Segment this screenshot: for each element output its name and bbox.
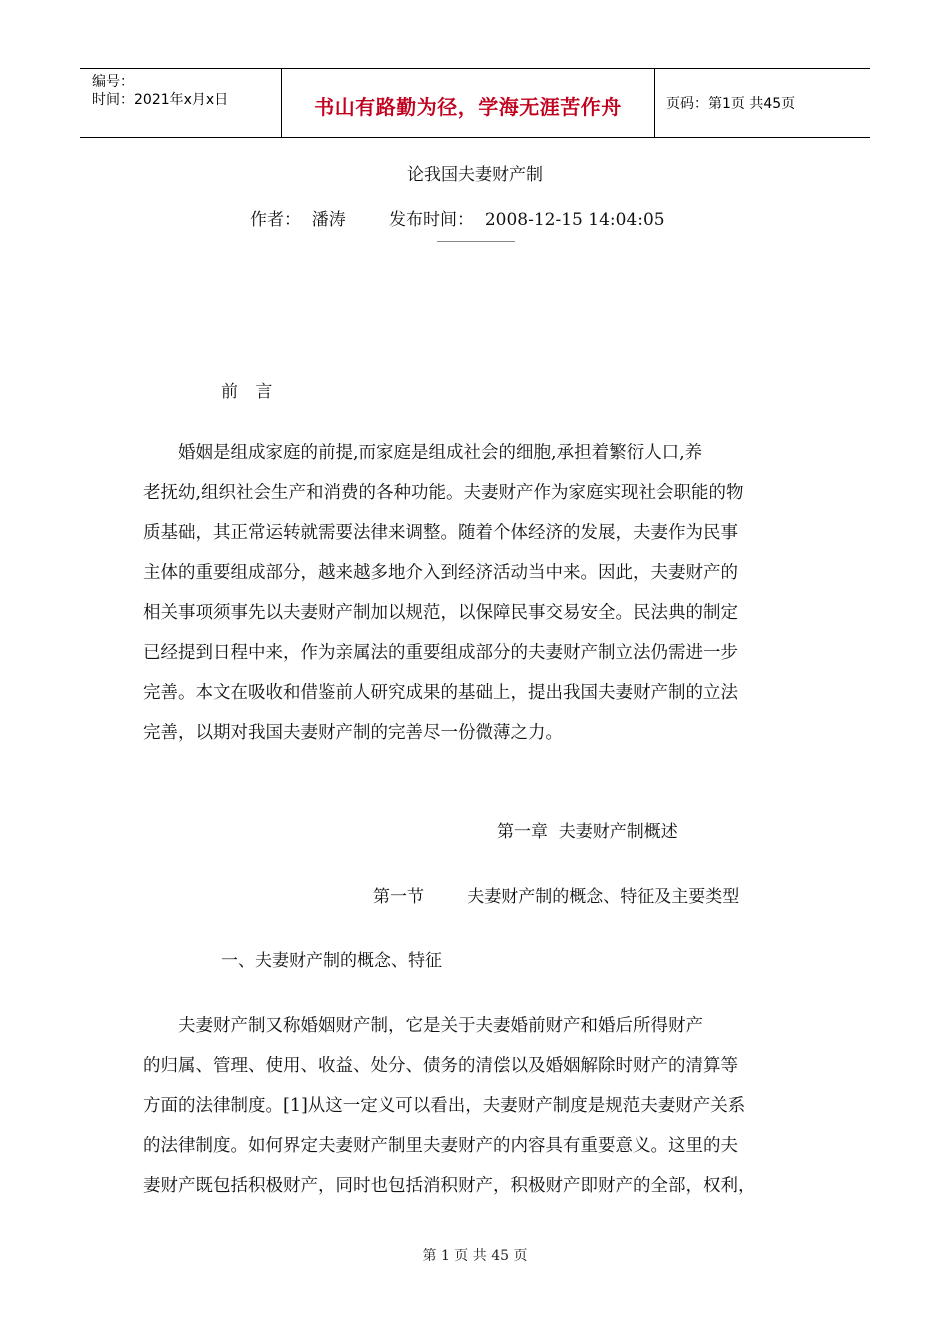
text-line: 完善。本文在吸收和借鉴前人研究成果的基础上，提出我国夫妻财产制的立法 [143, 683, 738, 703]
time-label: 时间：2021年x月x日 [92, 92, 229, 108]
text-line: 婚姻是组成家庭的前提,而家庭是组成社会的细胞,承担着繁衍人口,养 [143, 443, 703, 463]
text-line: 老抚幼,组织社会生产和消费的各种功能。夫妻财产作为家庭实现社会职能的物 [143, 483, 744, 503]
preface-heading: 前 言 [221, 382, 279, 402]
text-line: 质基础，其正常运转就需要法律来调整。随着个体经济的发展，夫妻作为民事 [143, 523, 738, 543]
section-heading: 第一节 夫妻财产制的概念、特征及主要类型 [373, 887, 740, 907]
page-header-table [80, 68, 870, 138]
page-footer: 第 1 页 共 45 页 [422, 1248, 528, 1264]
text-line: 妻财产既包括积极财产，同时也包括消积财产，积极财产即财产的全部，权利， [143, 1176, 756, 1196]
text-line: 夫妻财产制又称婚姻财产制，它是关于夫妻婚前财产和婚后所得财产 [143, 1016, 703, 1036]
text-line: 相关事项须事先以夫妻财产制加以规范，以保障民事交易安全。民法典的制定 [143, 603, 738, 623]
preface-paragraph [143, 433, 803, 753]
text-line: 方面的法律制度。[1]从这一定义可以看出，夫妻财产制度是规范夫妻财产关系 [143, 1096, 746, 1116]
article-title: 论我国夫妻财产制 [407, 165, 543, 185]
title-rule [437, 241, 515, 242]
text-line: 已经提到日程中来，作为亲属法的重要组成部分的夫妻财产制立法仍需进一步 [143, 643, 738, 663]
text-line: 主体的重要组成部分，越来越多地介入到经济活动当中来。因此，夫妻财产的 [143, 563, 738, 583]
text-line: 完善，以期对我国夫妻财产制的完善尽一份微薄之力。 [143, 723, 563, 743]
header-motto: 书山有路勤为径，学海无涯苦作舟 [314, 95, 622, 119]
subheading: 一、夫妻财产制的概念、特征 [221, 951, 442, 971]
header-meta [92, 73, 228, 109]
header-divider [654, 69, 655, 137]
article-byline: 作者： 潘涛 发布时间： 2008-12-15 14:04:05 [250, 210, 665, 230]
text-line: 的法律制度。如何界定夫妻财产制里夫妻财产的内容具有重要意义。这里的夫 [143, 1136, 738, 1156]
text-line: 的归属、管理、使用、收益、处分、债务的清偿以及婚姻解除时财产的清算等 [143, 1056, 738, 1076]
number-label: 编号： [92, 74, 134, 90]
body-paragraph [143, 1006, 803, 1206]
chapter-heading: 第一章 夫妻财产制概述 [497, 822, 678, 842]
page-info: 页码：第1页 共45页 [666, 96, 796, 112]
